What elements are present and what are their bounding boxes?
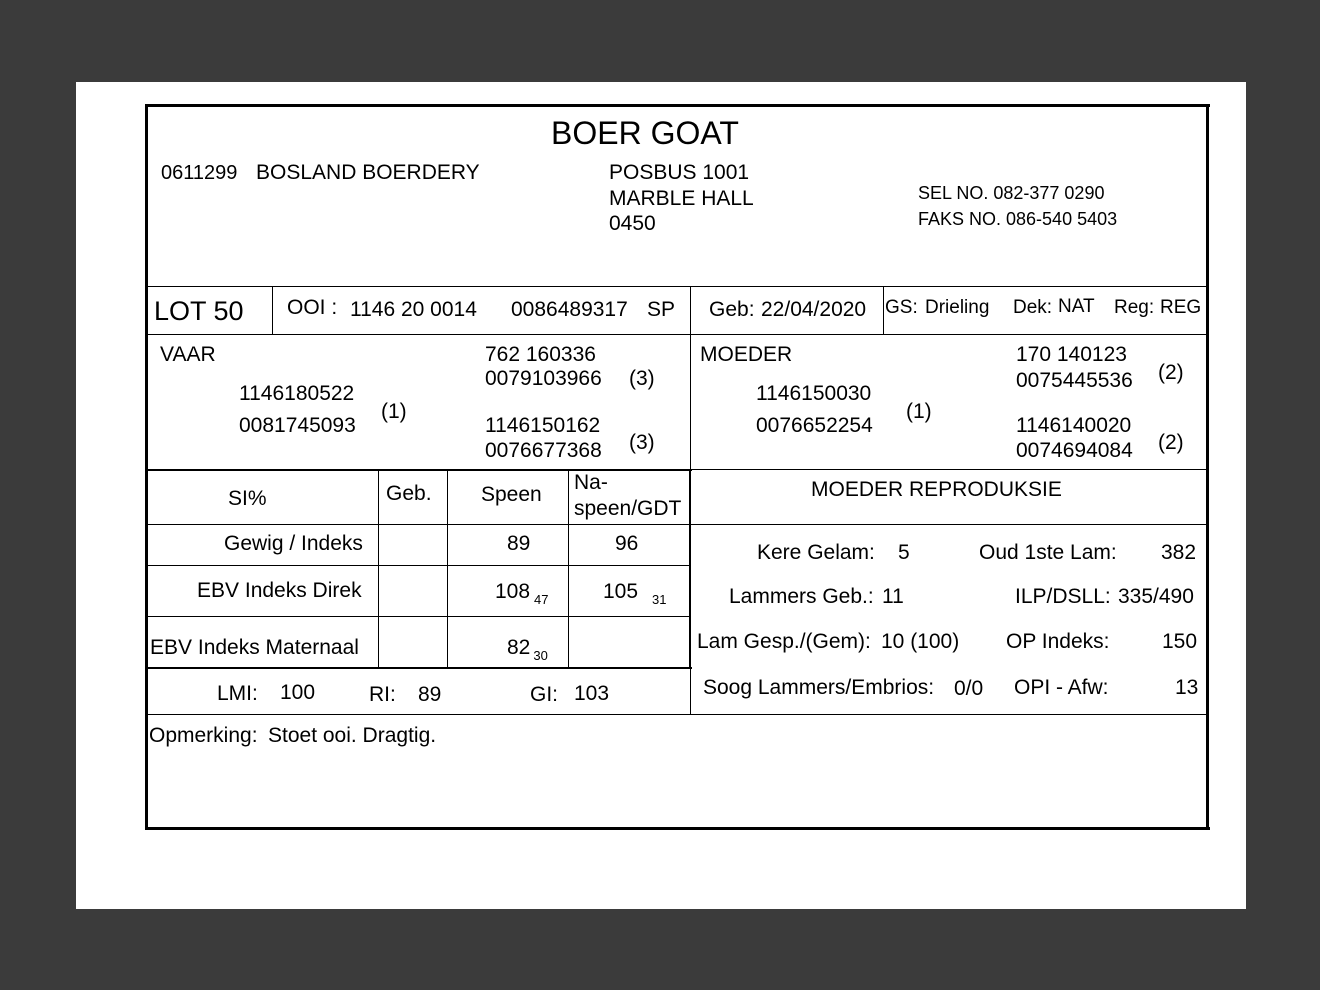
vaar-sire-count: (3)	[629, 367, 655, 390]
dek-value: NAT	[1058, 296, 1095, 317]
moeder-dam-reg: 0074694084	[1016, 439, 1133, 462]
si-row2-bottom	[147, 616, 691, 617]
vaar-sire-reg: 0079103966	[485, 367, 602, 390]
si-top	[147, 469, 692, 471]
si-header-label: SI%	[228, 487, 267, 510]
si-cell-speen-value: 108	[495, 580, 531, 603]
breeder-number: 0611299	[161, 162, 238, 184]
si-cell-speen	[495, 580, 549, 607]
divider-header	[147, 286, 1207, 287]
vaar-dam-count: (3)	[629, 431, 655, 454]
border-left	[145, 104, 148, 830]
ri-label: RI:	[369, 683, 396, 706]
lammers-value: 11	[882, 585, 904, 608]
ooi-code: SP	[647, 298, 676, 321]
opmerking-text: Stoet ooi. Dragtig.	[268, 724, 437, 747]
ooi-reg: 0086489317	[511, 298, 628, 321]
ooi-id: 1146 20 0014	[350, 298, 477, 321]
si-cell-naspeen: 96	[615, 532, 639, 555]
border-bottom	[145, 827, 1210, 830]
op-value: 150	[1162, 630, 1198, 653]
vaar-id: 1146180522	[239, 382, 355, 405]
gs-value: Drieling	[925, 297, 990, 318]
document-title: BOER GOAT	[551, 115, 739, 151]
moeder-label: MOEDER	[700, 343, 793, 366]
address-line-1: POSBUS 1001	[609, 161, 750, 184]
divider-gs	[883, 287, 884, 334]
gesp-value: 10 (100)	[881, 630, 960, 653]
opi-label: OPI - Afw:	[1014, 676, 1109, 699]
vaar-dam-id: 1146150162	[485, 414, 601, 437]
si-cell-naspeen	[603, 580, 667, 607]
moeder-sire-id: 170 140123	[1016, 343, 1127, 366]
gi-value: 103	[574, 682, 610, 705]
si-cell-speen-value: 82	[507, 636, 531, 659]
lot-number: LOT 50	[154, 296, 244, 326]
si-cell-speen-accuracy: 30	[533, 648, 548, 663]
divider-lot	[147, 334, 1207, 335]
border-top	[145, 104, 1210, 107]
reg-label: Reg:	[1114, 297, 1155, 318]
si-cell-speen	[507, 636, 548, 663]
si-cell-naspeen	[603, 637, 607, 658]
lammers-label: Lammers Geb.:	[729, 585, 874, 608]
border-right	[1206, 104, 1209, 830]
moeder-dam-id: 1146140020	[1016, 414, 1132, 437]
vaar-dam-reg: 0076677368	[485, 439, 602, 462]
si-header-naspeen-1: Na-	[574, 471, 608, 494]
si-row-label: EBV Indeks Maternaal	[150, 636, 359, 659]
phone-number: SEL NO. 082-377 0290	[918, 183, 1105, 203]
si-header-naspeen-2: speen/GDT	[574, 497, 682, 520]
si-col3	[568, 471, 569, 668]
soog-label: Soog Lammers/Embrios:	[703, 676, 935, 699]
si-cell-naspeen-value: 105	[603, 580, 639, 603]
kere-label: Kere Gelam:	[757, 541, 875, 564]
address-line-2: MARBLE HALL	[609, 187, 754, 210]
si-row3-bottom	[147, 667, 692, 669]
si-right	[689, 469, 691, 669]
geb-label: Geb:	[709, 298, 755, 321]
oud-value: 382	[1161, 541, 1197, 564]
lmi-bottom	[147, 714, 1207, 715]
divider-lot-num	[272, 287, 273, 334]
opi-value: 13	[1175, 676, 1199, 699]
address-line-3: 0450	[609, 212, 656, 235]
lmi-value: 100	[280, 681, 316, 704]
reproduksie-title: MOEDER REPRODUKSIE	[811, 478, 1062, 501]
moeder-id: 1146150030	[756, 382, 872, 405]
lmi-label: LMI:	[217, 682, 258, 705]
si-row-label: Gewig / Indeks	[224, 532, 363, 555]
breeder-name: BOSLAND BOERDERY	[256, 161, 480, 184]
fax-number: FAKS NO. 086-540 5403	[918, 209, 1118, 229]
ri-value: 89	[418, 683, 442, 706]
ilp-label: ILP/DSLL:	[1015, 585, 1111, 608]
si-row1-bottom	[147, 565, 691, 566]
moeder-sire-reg: 0075445536	[1016, 369, 1133, 392]
si-header-speen: Speen	[481, 483, 542, 506]
si-cell-naspeen-accuracy: 31	[652, 592, 667, 607]
si-cell-speen: 89	[507, 532, 531, 555]
gesp-label: Lam Gesp./(Gem):	[697, 630, 871, 653]
si-cell-speen-accuracy: 47	[534, 592, 549, 607]
op-label: OP Indeks:	[1006, 630, 1110, 653]
reg-value: REG	[1160, 297, 1202, 318]
repro-top	[692, 469, 1207, 470]
si-header-bottom	[147, 524, 1207, 525]
kere-value: 5	[898, 541, 910, 564]
gs-label: GS:	[885, 297, 918, 318]
ilp-value: 335/490	[1118, 585, 1194, 608]
si-col1	[378, 471, 379, 668]
vaar-sire-id: 762 160336	[485, 343, 596, 366]
si-header-geb: Geb.	[386, 482, 432, 505]
vaar-count: (1)	[381, 400, 407, 423]
geb-date: 22/04/2020	[761, 298, 867, 321]
moeder-sire-count: (2)	[1158, 361, 1184, 384]
si-row-label: EBV Indeks Direk	[197, 579, 362, 602]
soog-value: 0/0	[954, 677, 984, 700]
ooi-label: OOI :	[287, 296, 338, 319]
oud-label: Oud 1ste Lam:	[979, 541, 1117, 564]
moeder-reg: 0076652254	[756, 414, 873, 437]
vaar-reg: 0081745093	[239, 414, 356, 437]
vaar-label: VAAR	[160, 343, 216, 366]
dek-label: Dek:	[1013, 297, 1053, 318]
si-col2	[447, 471, 448, 668]
opmerking-label: Opmerking:	[149, 724, 258, 747]
moeder-dam-count: (2)	[1158, 431, 1184, 454]
gi-label: GI:	[530, 683, 559, 706]
moeder-count: (1)	[906, 400, 932, 423]
